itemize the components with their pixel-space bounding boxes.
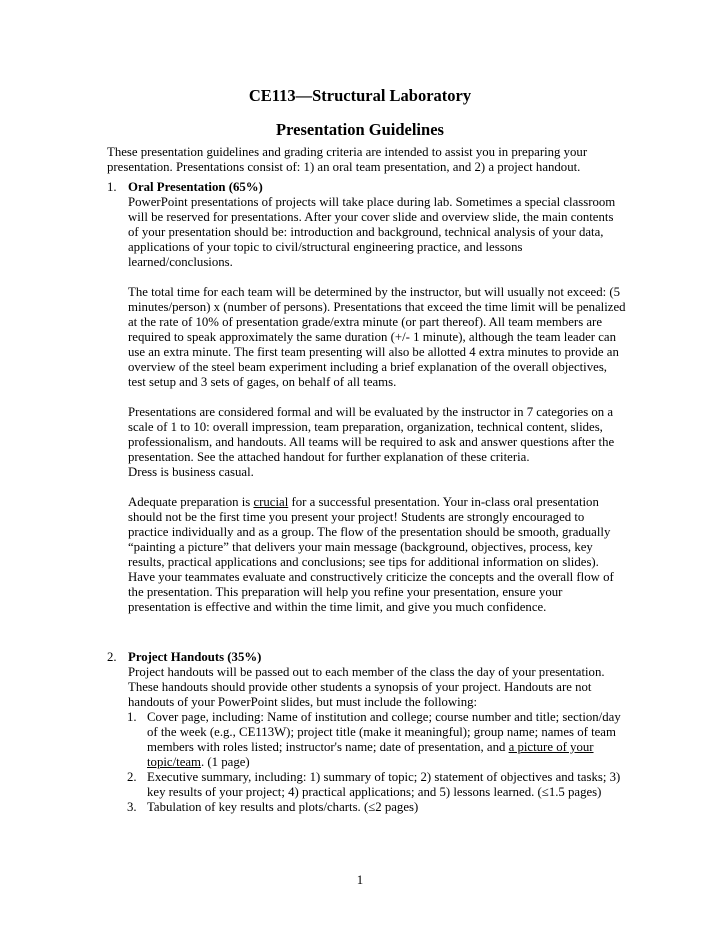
handout-requirements-list xyxy=(107,710,627,815)
section-number: 2. xyxy=(107,650,117,664)
text-run: . (1 page) xyxy=(201,755,250,769)
document-title: CE113—Structural Laboratory xyxy=(248,86,472,105)
paragraph: PowerPoint presentations of projects will take place during lab. Sometimes a special classroom will be reserved for presentations. After your cover slide and overview slide, the main contents of your presentation should be: introduction and background, technical analysis of your data, applications of your topic to civil/structural engineering practice, and lessons learned/conclusions. xyxy=(128,195,616,269)
section-body xyxy=(128,650,627,710)
list-item-number: 1. xyxy=(127,710,137,724)
list-item-number: 3. xyxy=(127,800,137,814)
section-heading: Project Handouts (35%) xyxy=(128,650,262,664)
list-item-text: Executive summary, including: 1) summary of topic; 2) statement of objectives and tasks; 3) key results of your project; 4) practical applications; and 5) lessons learned. (≤1.5 pages) xyxy=(147,770,621,799)
section-body xyxy=(128,180,627,615)
list-item xyxy=(107,710,627,770)
underlined-text: crucial xyxy=(253,495,289,509)
paragraph: Project handouts will be passed out to each member of the class the day of your presentation. These handouts should provide other students a synopsis of your project. Handouts are not handouts of your PowerPoint slides, but must include the following: xyxy=(128,665,605,709)
underlined-text: a picture of your topic/team xyxy=(147,740,594,769)
list-item-number: 2. xyxy=(127,770,137,784)
section-project-handouts xyxy=(107,650,627,815)
paragraph xyxy=(128,495,627,615)
section-number: 1. xyxy=(107,180,117,194)
text-run: Cover page, including: Name of institution and college; course number and title; section/day of the week (e.g., CE113W); project title (make it meaningful); group name; names of team members with roles listed; instructor's name; date of presentation, and xyxy=(147,710,621,754)
section-heading: Oral Presentation (65%) xyxy=(128,180,263,194)
text-run: for a successful presentation. Your in-class oral presentation should not be the first time you present your project! Students are strongly encouraged to practice individually and as a group. The flow of the presentation should be smooth, gradually “painting a picture” that delivers your main message (background, objectives, process, key results, practical applications and conclusions; see tips for additional information on slides). Have your teammates evaluate and constructively criticize the concepts and the overall flow of the presentation. This preparation will help you refine your presentation, ensure your presentation is effective and within the time limit, and give you much confidence. xyxy=(128,495,614,614)
section-oral-presentation xyxy=(107,180,627,615)
paragraph-line: Dress is business casual. xyxy=(128,465,254,479)
list-item xyxy=(107,770,627,800)
list-item-text: Tabulation of key results and plots/charts. (≤2 pages) xyxy=(147,800,419,814)
intro-paragraph: These presentation guidelines and grading criteria are intended to assist you in preparing your presentation. Presentations consist of: 1) an oral team presentation, and 2) a project handout. xyxy=(107,145,588,174)
list-item xyxy=(107,800,627,815)
document-subtitle: Presentation Guidelines xyxy=(276,120,444,139)
paragraph: The total time for each team will be determined by the instructor, but will usually not exceed: (5 minutes/person) x (number of persons). Presentations that exceed the time limit will be penalized at the rate of 10% of presentation grade/extra minute (or part thereof). All team members are required to speak approximately the same duration (+/- 1 minute), although the team leader can use an extra minute. The first team presenting will also be allotted 4 extra minutes to provide an overview of the steel beam experiment including a brief explanation of the overall objectives, test setup and 3 sets of gages, on behalf of all teams. xyxy=(128,285,626,389)
text-run: Adequate preparation is xyxy=(128,495,254,509)
paragraph: Presentations are considered formal and will be evaluated by the instructor in 7 categories on a scale of 1 to 10: overall impression, team preparation, organization, technical content, slides, professionalism, and handouts. All teams will be required to ask and answer questions after the presentation. See the attached handout for further explanation of these criteria. xyxy=(128,405,615,464)
page-number: 1 xyxy=(356,873,364,887)
